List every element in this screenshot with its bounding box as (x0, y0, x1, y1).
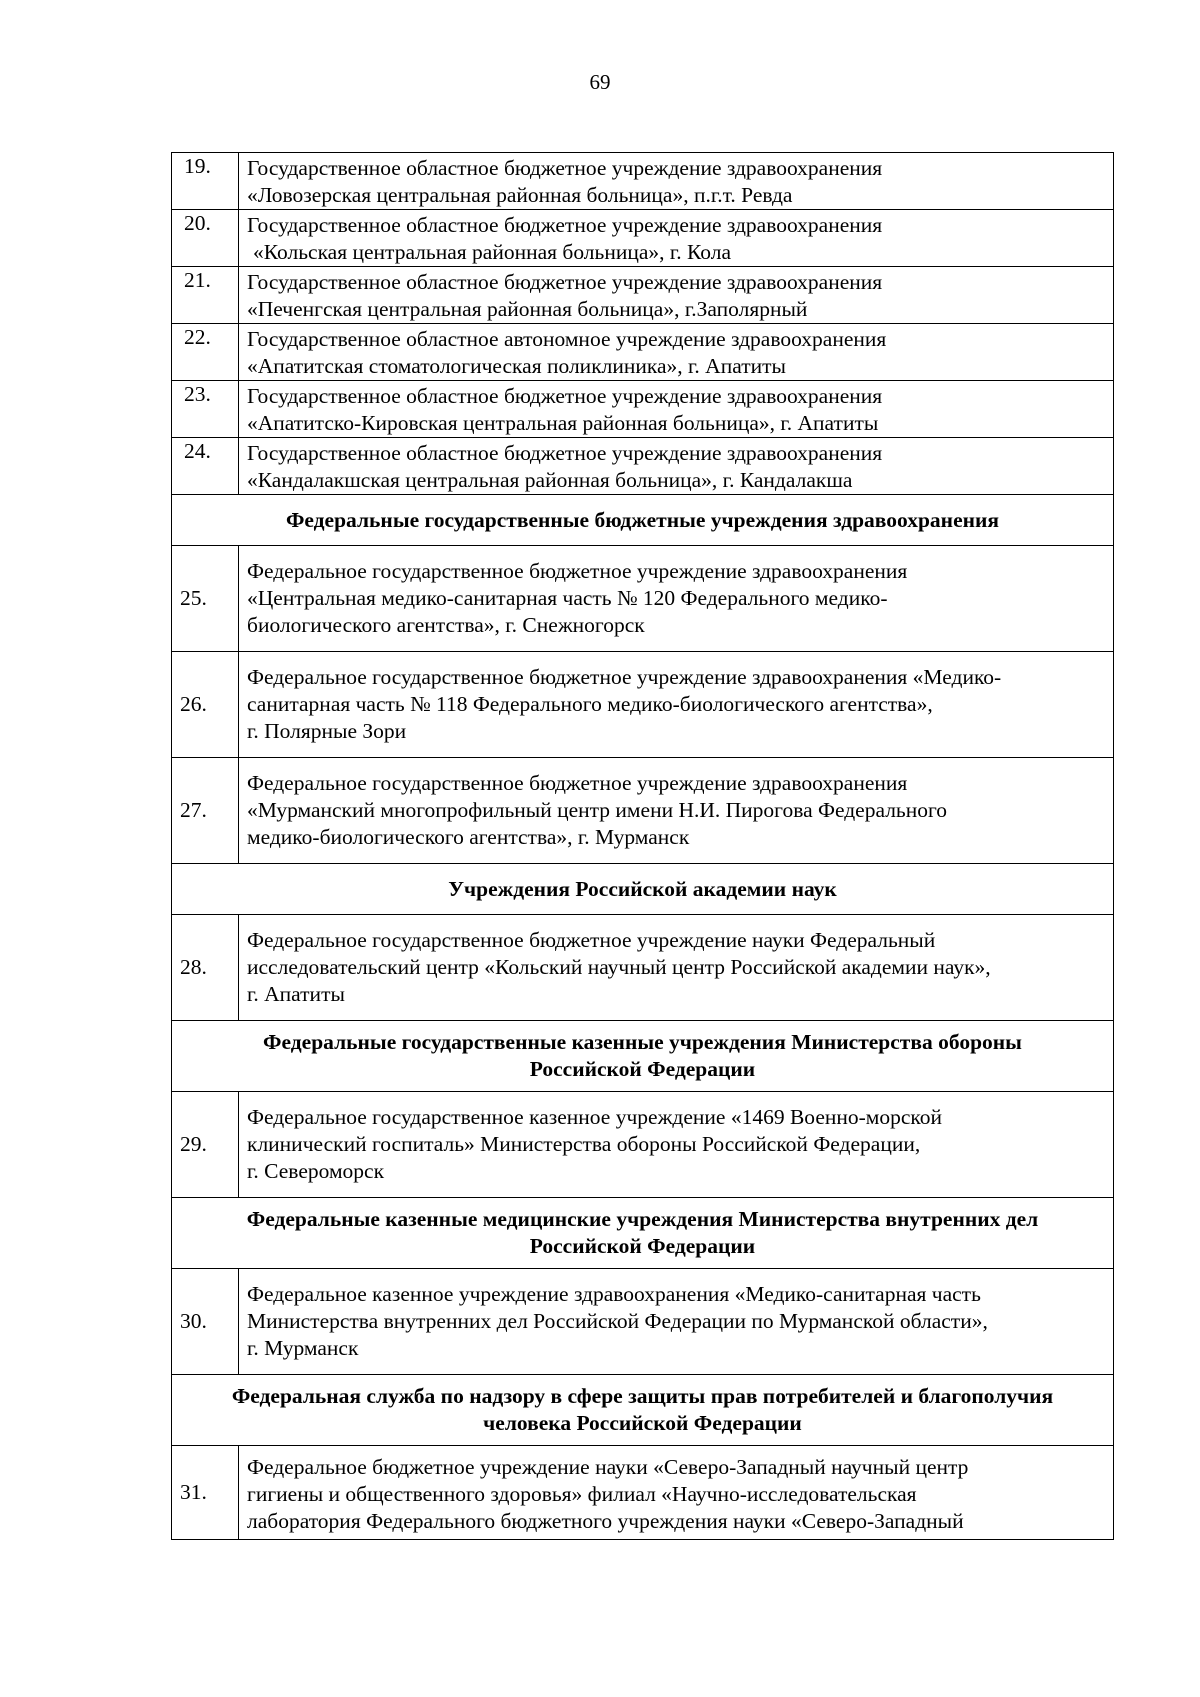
description-line: Федеральное государственное бюджетное учреждение здравоохранения (247, 559, 908, 583)
description-line: «Апатитская стоматологическая поликлиника», г. Апатиты (247, 354, 786, 378)
description-line: Государственное областное бюджетное учреждение здравоохранения (247, 270, 883, 294)
description-line: санитарная часть № 118 Федерального медико-биологического агентства», (247, 692, 933, 716)
description-line: Федеральное государственное бюджетное учреждение науки Федеральный (247, 928, 936, 952)
row-number: 26. (172, 652, 239, 758)
institution-description (239, 546, 1114, 652)
description-line: Министерства внутренних дел Российской Федерации по Мурманской области», (247, 1309, 988, 1333)
row-number: 19. (172, 153, 239, 210)
row-number: 22. (172, 324, 239, 381)
heading-line: Федеральные государственные казенные учреждения Министерства обороны (263, 1030, 1022, 1054)
institution-description (239, 652, 1114, 758)
row-number: 27. (172, 758, 239, 864)
table-row (172, 381, 1114, 438)
row-number: 25. (172, 546, 239, 652)
row-number: 20. (172, 210, 239, 267)
institution-description (239, 267, 1114, 324)
table-row (172, 1269, 1114, 1375)
institution-description (239, 1269, 1114, 1375)
section-heading-row (172, 1021, 1114, 1092)
description-line: Государственное областное бюджетное учреждение здравоохранения (247, 441, 883, 465)
description-line: «Печенгская центральная районная больница», г.Заполярный (247, 297, 808, 321)
institution-description (239, 758, 1114, 864)
section-heading (172, 1021, 1114, 1092)
institution-description (239, 153, 1114, 210)
institutions-table (171, 152, 1114, 1540)
row-number: 21. (172, 267, 239, 324)
description-line: Государственное областное бюджетное учреждение здравоохранения (247, 213, 883, 237)
description-line: г. Мурманск (247, 1336, 359, 1360)
description-line: г. Североморск (247, 1159, 385, 1183)
description-line: «Кандалакшская центральная районная больница», г. Кандалакша (247, 468, 853, 492)
heading-line: человека Российской Федерации (483, 1411, 802, 1435)
description-line: «Мурманский многопрофильный центр имени Н.И. Пирогова Федерального (247, 798, 948, 822)
row-number: 24. (172, 438, 239, 495)
heading-line: Российской Федерации (529, 1057, 756, 1081)
description-line: гигиены и общественного здоровья» филиал «Научно-исследовательская (247, 1482, 917, 1506)
institution-description (239, 381, 1114, 438)
section-heading-row (172, 1375, 1114, 1446)
section-heading (172, 864, 1114, 915)
heading-line: Федеральная служба по надзору в сфере защиты прав потребителей и благополучия (231, 1384, 1054, 1408)
section-heading (172, 495, 1114, 546)
table-row (172, 652, 1114, 758)
heading-line: Федеральные казенные медицинские учреждения Министерства внутренних дел (246, 1207, 1039, 1231)
description-line: Федеральное бюджетное учреждение науки «Северо-Западный научный центр (247, 1455, 969, 1479)
description-line: Государственное областное автономное учреждение здравоохранения (247, 327, 887, 351)
description-line: Государственное областное бюджетное учреждение здравоохранения (247, 384, 883, 408)
description-line: «Центральная медико-санитарная часть № 120 Федерального медико- (247, 586, 888, 610)
description-line: Федеральное государственное казенное учреждение «1469 Военно-морской (247, 1105, 943, 1129)
heading-line: Российской Федерации (529, 1234, 756, 1258)
description-line: г. Полярные Зори (247, 719, 407, 743)
row-number: 28. (172, 915, 239, 1021)
section-heading-row (172, 1198, 1114, 1269)
row-number: 23. (172, 381, 239, 438)
institution-description (239, 438, 1114, 495)
row-number: 30. (172, 1269, 239, 1375)
institution-description (239, 1092, 1114, 1198)
description-line: г. Апатиты (247, 982, 345, 1006)
table-row (172, 1092, 1114, 1198)
row-number: 31. (172, 1446, 239, 1540)
page-number: 69 (589, 70, 611, 94)
table-row (172, 267, 1114, 324)
description-line: «Ловозерская центральная районная больница», п.г.т. Ревда (247, 183, 793, 207)
table-row (172, 758, 1114, 864)
table-row (172, 915, 1114, 1021)
heading-line: Учреждения Российской академии наук (448, 876, 837, 901)
description-line: клинический госпиталь» Министерства обороны Российской Федерации, (247, 1132, 921, 1156)
institution-description (239, 915, 1114, 1021)
description-line: «Кольская центральная районная больница», г. Кола (253, 240, 732, 264)
description-line: исследовательский центр «Кольский научный центр Российской академии наук», (247, 955, 991, 979)
description-line: Федеральное государственное бюджетное учреждение здравоохранения (247, 771, 908, 795)
row-number: 29. (172, 1092, 239, 1198)
description-line: медико-биологического агентства», г. Мурманск (247, 825, 690, 849)
description-line: Государственное областное бюджетное учреждение здравоохранения (247, 156, 883, 180)
section-heading-row (172, 864, 1114, 915)
section-heading (172, 1375, 1114, 1446)
institution-description (239, 210, 1114, 267)
section-heading-row (172, 495, 1114, 546)
table-row (172, 210, 1114, 267)
description-line: Федеральное государственное бюджетное учреждение здравоохранения «Медико- (247, 665, 1002, 689)
description-line: биологического агентства», г. Снежногорск (247, 613, 645, 637)
table-row (172, 438, 1114, 495)
heading-line: Федеральные государственные бюджетные учреждения здравоохранения (285, 507, 1000, 532)
institution-description (239, 324, 1114, 381)
table-row (172, 546, 1114, 652)
table-row (172, 153, 1114, 210)
section-heading (172, 1198, 1114, 1269)
description-line: лаборатория Федерального бюджетного учреждения науки «Северо-Западный (247, 1509, 964, 1533)
table-row (172, 1446, 1114, 1540)
description-line: «Апатитско-Кировская центральная районная больница», г. Апатиты (247, 411, 879, 435)
description-line: Федеральное казенное учреждение здравоохранения «Медико-санитарная часть (247, 1282, 981, 1306)
table-row (172, 324, 1114, 381)
institution-description (239, 1446, 1114, 1540)
